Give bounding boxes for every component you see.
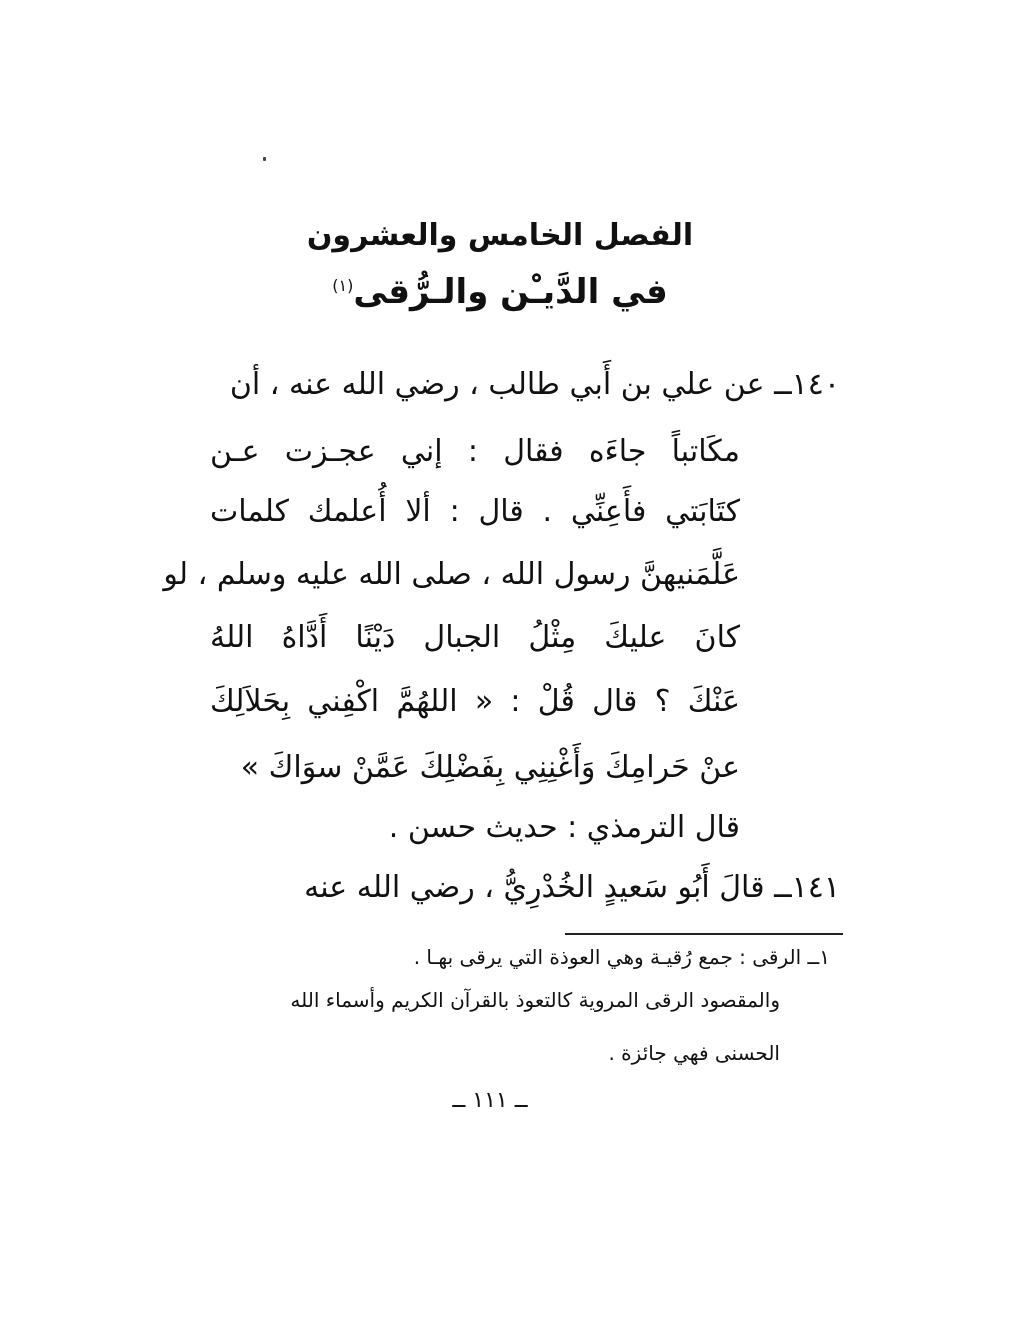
footnote-line-1: ١ــ الرقى : جمع رُقيـة وهي العوذة التي يرقى بهـا . xyxy=(413,945,830,969)
footnote-line-2: والمقصود الرقى المروية كالتعوذ بالقرآن الكريم وأسماء الله xyxy=(290,988,780,1012)
footnote-rule xyxy=(565,933,843,935)
body-line-9: ١٤١ــ قالَ أَبُو سَعيدٍ الخُدْرِيُّ ، رضي الله عنه xyxy=(304,870,840,905)
body-line-1: ١٤٠ــ عن علي بن أَبي طالب ، رضي الله عنه ، أن xyxy=(229,367,840,402)
ink-speck xyxy=(263,157,266,161)
chapter-subtitle xyxy=(300,272,700,312)
body-line-8: قال الترمذي : حديث حسن . xyxy=(388,810,740,845)
body-line-2: مكَاتباً جاءَه فقال : إني عجـزت عـن xyxy=(210,434,740,469)
footnote-line-3: الحسنى فهي جائزة . xyxy=(608,1041,780,1065)
body-line-4: عَلَّمَنيهنَّ رسول الله ، صلى الله عليه وسلم ، لو xyxy=(163,557,740,592)
body-line-7: عنْ حَرامِكَ وَأَغْنِنِي بِفَضْلِكَ عَمَّنْ سوَاكَ » xyxy=(240,750,740,785)
chapter-title: الفصل الخامس والعشرون xyxy=(306,218,694,253)
page-number: ــ ١١١ ــ xyxy=(452,1088,528,1113)
body-line-3: كتَابَتي فأَعِنِّي . قال : ألا أُعلمك كلمات xyxy=(210,494,740,529)
body-line-6: عَنْكَ ؟ قال قُلْ : « اللهُمَّ اكْفِني بِحَلاَلِكَ xyxy=(210,684,740,719)
body-line-5: كانَ عليكَ مِثْلُ الجبال دَيْنًا أَدَّاهُ اللهُ xyxy=(210,620,740,655)
chapter-subtitle-text: في الدَّيـْن والـرُّقى xyxy=(353,272,668,312)
footnote-marker: (١) xyxy=(332,276,354,295)
